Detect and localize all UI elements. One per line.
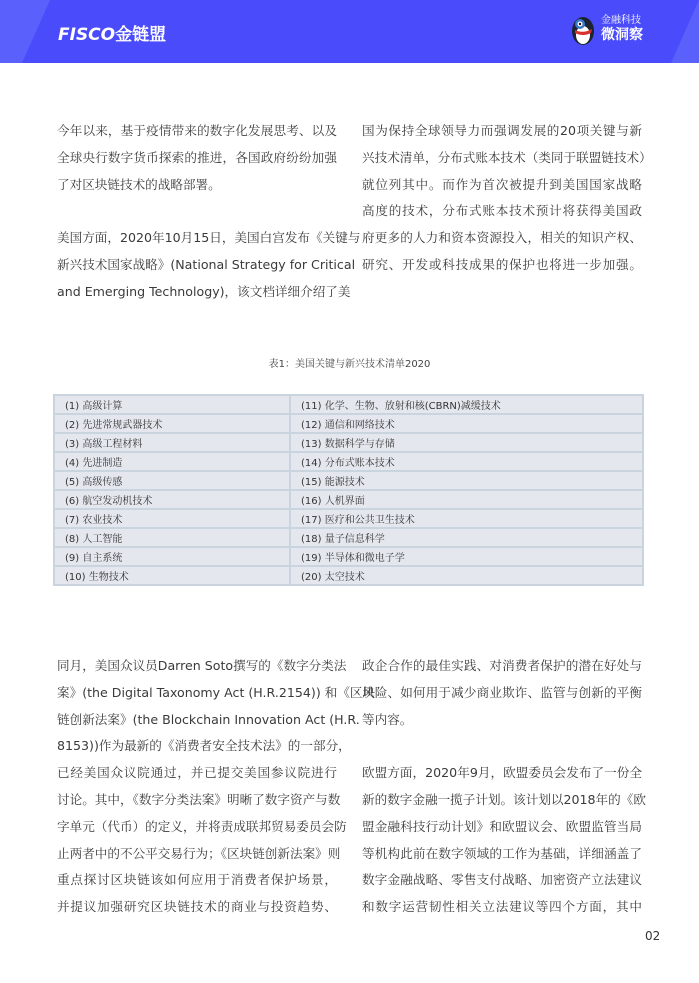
text-line: 府更多的人力和资本资源投入，相关的知识产权、 (362, 230, 642, 246)
page-number: 02 (645, 929, 661, 943)
text-line: 国为保持全球领导力而强调发展的20项关键与新 (362, 123, 642, 138)
table-cell: (18) 量子信息科学 (290, 528, 643, 547)
fisco-logo (58, 20, 166, 45)
text-line: 高度的技术，分布式账本技术预计将获得美国政 (362, 203, 642, 219)
brand-line2: 微洞察 (601, 27, 643, 43)
text-line: 盟金融科技行动计划》和欧盟议会、欧盟监管当局 (362, 818, 642, 834)
text-line: 政企合作的最佳实践、对消费者保护的潜在好处与 (362, 658, 642, 673)
text-line: 欧盟方面，2020年9月，欧盟委员会发布了一份全 (362, 765, 642, 781)
text-line: 并提议加强研究区块链技术的商业与投资趋势、 (57, 899, 337, 915)
text-line: 研究、开发或科技成果的保护也将进一步加强。 (362, 256, 642, 272)
text-line: 了对区块链技术的战略部署。 (57, 176, 221, 192)
table-cell: (10) 生物技术 (54, 566, 290, 585)
table-row (54, 547, 643, 566)
table-cell: (11) 化学、生物、放射和核(CBRN)减缓技术 (290, 395, 643, 414)
table-cell: (2) 先进常规武器技术 (54, 414, 290, 433)
top-left-column (57, 118, 361, 306)
table-row (54, 490, 643, 509)
header-decoration (671, 0, 699, 63)
text-line: 今年以来，基于疫情带来的数字化发展思考、以及 (57, 123, 337, 138)
table-cell: (20) 太空技术 (290, 566, 643, 585)
table-cell: (5) 高级传感 (54, 471, 290, 490)
text-line: 风险、如何用于减少商业欺诈、监管与创新的平衡 (362, 684, 642, 700)
table-cell: (16) 人机界面 (290, 490, 643, 509)
text-line: 数字金融战略、零售支付战略、加密资产立法建议 (362, 872, 642, 888)
text-line: 重点探讨区块链该如何应用于消费者保护场景， (57, 872, 337, 888)
text-line: 和数字运营韧性相关立法建议等四个方面，其中 (362, 899, 642, 915)
table-row (54, 452, 643, 471)
tech-list-table (53, 394, 644, 586)
table-row (54, 471, 643, 490)
text-line: 美国方面，2020年10月15日，美国白宫发布《关键与 (57, 230, 361, 246)
table-cell: (1) 高级计算 (54, 395, 290, 414)
logo-cn: 金链盟 (115, 25, 167, 45)
text-line: 新的数字金融一揽子计划。该计划以2018年的《欧 (362, 791, 646, 807)
table-cell: (4) 先进制造 (54, 452, 290, 471)
table-cell: (13) 数据科学与存储 (290, 433, 643, 452)
table-row (54, 433, 643, 452)
table-cell: (15) 能源技术 (290, 471, 643, 490)
text-line: 字单元（代币）的定义，并将责成联邦贸易委员会防 (57, 818, 347, 834)
text-line: 链创新法案》(the Blockchain Innovation Act (H.R. (57, 711, 360, 727)
table-caption: 表1：美国关键与新兴技术清单2020 (268, 359, 431, 370)
text-line: and Emerging Technology)，该文档详细介绍了美 (57, 283, 351, 299)
text-line: 新兴技术国家战略》(National Strategy for Critical (57, 256, 356, 272)
bottom-left-column (57, 653, 376, 921)
brand-label (601, 15, 643, 43)
text-line: 8153))作为最新的《消费者安全技术法》的一部分， (57, 738, 351, 754)
logo-text: FISCO (58, 25, 116, 45)
table-row (54, 528, 643, 547)
table-row (54, 566, 643, 585)
table-cell: (12) 通信和网络技术 (290, 414, 643, 433)
table-row (54, 414, 643, 433)
page-header (0, 0, 699, 63)
text-line: 等机构此前在数字领域的工作为基础，详细涵盖了 (362, 845, 642, 861)
table-row (54, 509, 643, 528)
bottom-right-column (362, 653, 646, 921)
text-line: 兴技术清单，分布式账本技术（类同于联盟链技术） (362, 149, 652, 165)
penguin-mascot-icon (570, 14, 596, 46)
table-row (54, 395, 643, 414)
text-line: 同月，美国众议员Darren Soto撰写的《数字分类法 (57, 658, 347, 673)
table-cell: (8) 人工智能 (54, 528, 290, 547)
table-cell: (17) 医疗和公共卫生技术 (290, 509, 643, 528)
paragraph-gap (362, 733, 642, 760)
table-cell: (3) 高级工程材料 (54, 433, 290, 452)
text-line: 讨论。其中，《数字分类法案》明晰了数字资产与数 (57, 791, 341, 807)
text-line: 等内容。 (362, 711, 413, 727)
header-decoration (0, 0, 50, 63)
text-line: 已经美国众议院通过，并已提交美国参议院进行 (57, 765, 337, 781)
text-line: 全球央行数字货币探索的推进，各国政府纷纷加强 (57, 149, 337, 165)
text-line: 案》(the Digital Taxonomy Act (H.R.2154)) 和《区块 (57, 684, 376, 700)
text-line: 止两者中的不公平交易行为；《区块链创新法案》则 (57, 845, 341, 861)
brand-line1: 金融科技 (601, 15, 641, 26)
text-line: 就位列其中。而作为首次被提升到美国国家战略 (362, 176, 642, 192)
table-cell: (6) 航空发动机技术 (54, 490, 290, 509)
table-cell: (14) 分布式账本技术 (290, 452, 643, 471)
table-cell: (19) 半导体和微电子学 (290, 547, 643, 566)
top-right-column (362, 118, 652, 279)
paragraph-gap (57, 198, 337, 225)
table-cell: (9) 自主系统 (54, 547, 290, 566)
table-cell: (7) 农业技术 (54, 509, 290, 528)
